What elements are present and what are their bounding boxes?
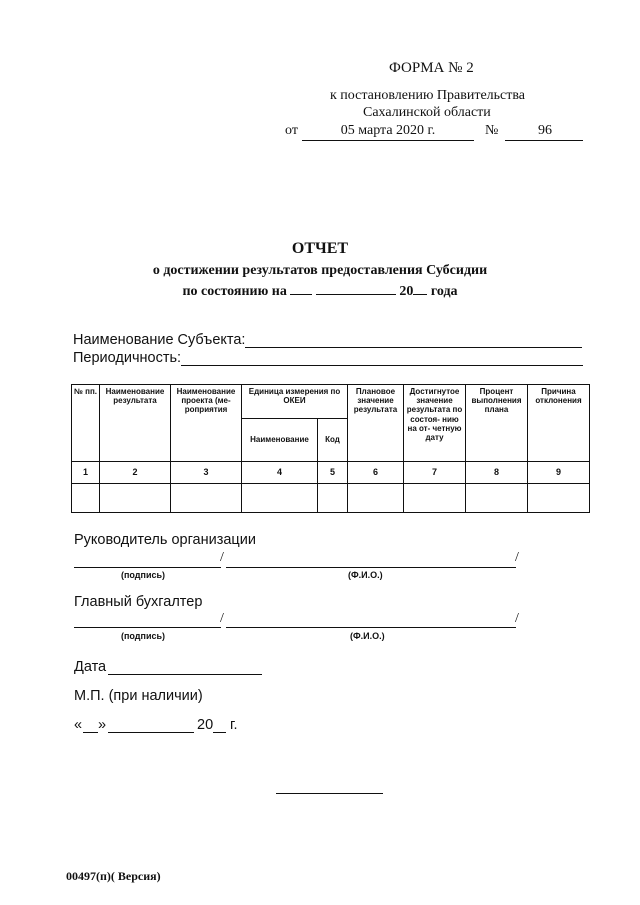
subject-label: Наименование Субъекта:: [73, 332, 246, 348]
month-blank-line[interactable]: [108, 732, 194, 733]
date-label: Дата: [74, 659, 107, 675]
head-name-caption: (Ф.И.О.): [348, 570, 383, 580]
as-of-suffix: года: [430, 284, 458, 299]
day-blank-line[interactable]: [83, 732, 98, 733]
col-number-4: 4: [242, 462, 318, 484]
table-cell[interactable]: [171, 484, 242, 513]
table-cell[interactable]: [72, 484, 100, 513]
table-cell[interactable]: [466, 484, 528, 513]
accountant-slash-left: /: [220, 611, 224, 626]
col-number-9: 9: [528, 462, 590, 484]
ot-label: от: [285, 123, 298, 138]
col-header-number: № пп.: [72, 385, 100, 462]
report-subtitle: о достижении результатов предоставления Субсидии: [152, 263, 488, 278]
col-header-unit-okei: Единица измерения по ОКЕИ: [242, 385, 348, 419]
periodicity-field: [73, 350, 588, 368]
document-code: 00497(п)( Версия): [66, 869, 161, 883]
accountant-label: Главный бухгалтер: [74, 594, 203, 610]
col-number-8: 8: [466, 462, 528, 484]
year-suffix-bottom: г.: [230, 717, 238, 733]
date-line[interactable]: [108, 674, 262, 675]
accountant-signature-caption: (подпись): [121, 631, 166, 641]
head-label: Руководитель организации: [74, 532, 256, 548]
periodicity-label: Периодичность:: [73, 350, 182, 366]
col-header-unit-name: Наименование: [242, 419, 318, 462]
year-blank: [413, 281, 427, 295]
head-signature-line[interactable]: [74, 567, 221, 568]
table-cell[interactable]: [100, 484, 171, 513]
table-cell[interactable]: [318, 484, 348, 513]
quote-close: »: [98, 717, 107, 733]
year-prefix-bottom: 20: [197, 717, 214, 733]
number-underline: [505, 140, 583, 141]
table-cell[interactable]: [348, 484, 404, 513]
date-blank-line: [74, 717, 274, 737]
separator-line: [276, 793, 383, 794]
as-of-prefix: по состоянию на: [182, 284, 287, 299]
head-signature-caption: (подпись): [121, 570, 166, 580]
col-number-2: 2: [100, 462, 171, 484]
col-number-3: 3: [171, 462, 242, 484]
col-number-1: 1: [72, 462, 100, 484]
region-name: Сахалинской области: [363, 105, 491, 120]
results-table: [71, 384, 590, 513]
form-number: ФОРМА № 2: [389, 60, 474, 76]
subject-field: [73, 332, 588, 350]
accountant-name-line[interactable]: [226, 627, 516, 628]
date-underline: [302, 140, 474, 141]
day-blank: [290, 281, 312, 295]
decree-reference: к постановлению Правительства: [330, 88, 526, 103]
col-header-percent-plan: Процент выполнения плана: [466, 385, 528, 462]
col-number-7: 7: [404, 462, 466, 484]
decree-number: 96: [538, 123, 552, 138]
table-cell[interactable]: [242, 484, 318, 513]
quote-open: «: [74, 717, 83, 733]
table-cell[interactable]: [528, 484, 590, 513]
subject-line[interactable]: [245, 347, 582, 348]
head-name-line[interactable]: [226, 567, 516, 568]
accountant-slash-right: /: [515, 611, 519, 626]
year-blank-line[interactable]: [213, 732, 226, 733]
col-header-project-name: Наименование проекта (ме- роприятия: [171, 385, 242, 462]
col-header-unit-code: Код: [318, 419, 348, 462]
report-title: ОТЧЕТ: [291, 240, 349, 257]
number-label: №: [485, 123, 499, 138]
accountant-signature-line[interactable]: [74, 627, 221, 628]
col-header-achieved-value: Достигнутое значение результата по состоя- нию на от- четную дату: [404, 385, 466, 462]
decree-date-line: [285, 123, 585, 143]
stamp-label: М.П. (при наличии): [74, 688, 203, 704]
col-number-6: 6: [348, 462, 404, 484]
year-prefix: 20: [399, 284, 414, 299]
decree-date: 05 марта 2020 г.: [340, 123, 436, 138]
col-header-result-name: Наименование результата: [100, 385, 171, 462]
table-cell[interactable]: [404, 484, 466, 513]
head-slash-right: /: [515, 550, 519, 565]
col-header-deviation-reason: Причина отклонения: [528, 385, 590, 462]
report-as-of-line: [0, 281, 640, 300]
table-row: [72, 484, 590, 513]
col-header-planned-value: Плановое значение результата: [348, 385, 404, 462]
month-blank: [316, 281, 396, 295]
accountant-name-caption: (Ф.И.О.): [350, 631, 385, 641]
head-slash-left: /: [220, 550, 224, 565]
periodicity-line[interactable]: [181, 365, 583, 366]
col-number-5: 5: [318, 462, 348, 484]
